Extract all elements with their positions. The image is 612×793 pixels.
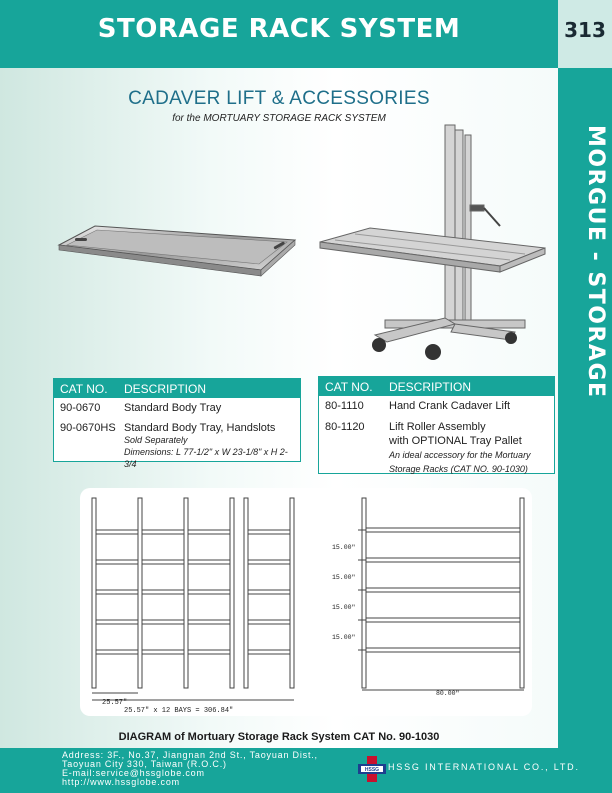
website-link[interactable]: http://www.hssglobe.com xyxy=(62,777,180,787)
side-shelf xyxy=(366,528,520,532)
note-accessory: An ideal accessory for the Mortuary xyxy=(389,450,531,460)
overall-width-label: 80.00" xyxy=(436,690,460,697)
page-number: 313 xyxy=(564,18,606,42)
rack-shelf xyxy=(142,650,184,654)
spacing-label-3: 15.00" xyxy=(332,604,356,611)
logo-text: HSSG xyxy=(364,767,380,773)
rack-shelf xyxy=(96,650,138,654)
side-shelf xyxy=(366,588,520,592)
spacing-label-1: 15.00" xyxy=(332,544,356,551)
rack-shelf xyxy=(142,530,184,534)
table-row xyxy=(54,402,300,422)
page-number-box xyxy=(558,0,612,68)
rack-post xyxy=(138,498,142,688)
description-text-2: with OPTIONAL Tray Pallet xyxy=(389,435,522,447)
rack-shelf xyxy=(188,590,230,594)
note-storage-racks: Storage Racks (CAT NO. 90-1030) xyxy=(389,464,528,474)
section-caption: for the MORTUARY STORAGE RACK SYSTEM xyxy=(172,113,386,124)
rack-post xyxy=(230,498,234,688)
body-tray-image xyxy=(55,200,300,290)
description xyxy=(389,420,554,476)
diagram-caption: DIAGRAM of Mortuary Storage Rack System CAT No. 90-1030 xyxy=(118,731,440,743)
rack-shelf xyxy=(142,620,184,624)
rack-post xyxy=(290,498,294,688)
bay-width-label: 25.57" xyxy=(102,699,128,707)
rack-post xyxy=(184,498,188,688)
side-shelf xyxy=(366,558,520,562)
side-view xyxy=(358,498,524,690)
lift-catalog-table xyxy=(318,376,555,474)
side-shelf xyxy=(366,618,520,622)
table-header xyxy=(319,377,554,396)
rack-shelf xyxy=(188,560,230,564)
side-shelf xyxy=(366,648,520,652)
rack-shelf xyxy=(248,560,290,564)
address-line-1: Address: 3F., No.37, Jiangnan 2nd St., Taoyuan Dist., xyxy=(62,750,318,760)
front-view xyxy=(92,498,294,700)
rack-shelf xyxy=(248,650,290,654)
rack-shelf xyxy=(248,530,290,534)
side-post xyxy=(520,498,524,688)
table-row xyxy=(319,400,554,420)
col-description: DESCRIPTION xyxy=(124,382,207,396)
hssg-logo-icon xyxy=(358,756,386,782)
spacing-label-2: 15.00" xyxy=(332,574,356,581)
description: Hand Crank Cadaver Lift xyxy=(389,400,511,412)
cat-number: 80-1110 xyxy=(325,400,364,412)
cat-number: 90-0670HS xyxy=(60,422,116,434)
email-link[interactable]: E-mail:service@hssglobe.com xyxy=(62,768,205,778)
col-cat-no: CAT NO. xyxy=(325,380,373,394)
description-text: Lift Roller Assembly xyxy=(389,421,486,433)
note-dimensions: Dimensions: L 77-1/2" x W 23-1/8" x H 2-3/4 xyxy=(124,447,288,469)
page-title: STORAGE RACK SYSTEM xyxy=(97,14,461,44)
rack-shelf xyxy=(96,560,138,564)
table-header xyxy=(54,379,300,398)
rack-shelf xyxy=(96,590,138,594)
description-text: Standard Body Tray, Handslots xyxy=(124,422,276,434)
rack-shelf xyxy=(248,590,290,594)
tray-catalog-table xyxy=(53,378,301,469)
rack-shelf xyxy=(188,530,230,534)
description: Standard Body Tray xyxy=(124,402,222,414)
section-title: CADAVER LIFT & ACCESSORIES xyxy=(128,88,430,109)
description xyxy=(124,422,299,470)
company-name: HSSG INTERNATIONAL CO., LTD. xyxy=(388,762,580,772)
table-row xyxy=(54,422,300,469)
col-description: DESCRIPTION xyxy=(389,380,472,394)
rack-diagram xyxy=(80,488,532,716)
cadaver-lift-image xyxy=(315,120,555,365)
spacing-label-4: 15.00" xyxy=(332,634,356,641)
total-width-label: 25.57" x 12 BAYS = 306.84" xyxy=(124,707,234,715)
col-cat-no: CAT NO. xyxy=(60,382,108,396)
rack-shelf xyxy=(142,560,184,564)
rack-shelf xyxy=(248,620,290,624)
cat-number: 80-1120 xyxy=(325,421,365,433)
rack-post xyxy=(92,498,96,688)
address-line-2: Taoyuan City 330, Taiwan (R.O.C.) xyxy=(62,759,227,769)
side-post xyxy=(362,498,366,688)
rack-shelf xyxy=(96,530,138,534)
rack-shelf xyxy=(188,620,230,624)
table-row xyxy=(319,420,554,472)
note-sold-separately: Sold Separately xyxy=(124,435,188,445)
rack-shelf xyxy=(96,620,138,624)
rack-shelf xyxy=(142,590,184,594)
side-category-label: MORGUE - STORAGE xyxy=(583,125,608,399)
cat-number: 90-0670 xyxy=(60,402,101,414)
rack-shelf xyxy=(188,650,230,654)
rack-post xyxy=(244,498,248,688)
